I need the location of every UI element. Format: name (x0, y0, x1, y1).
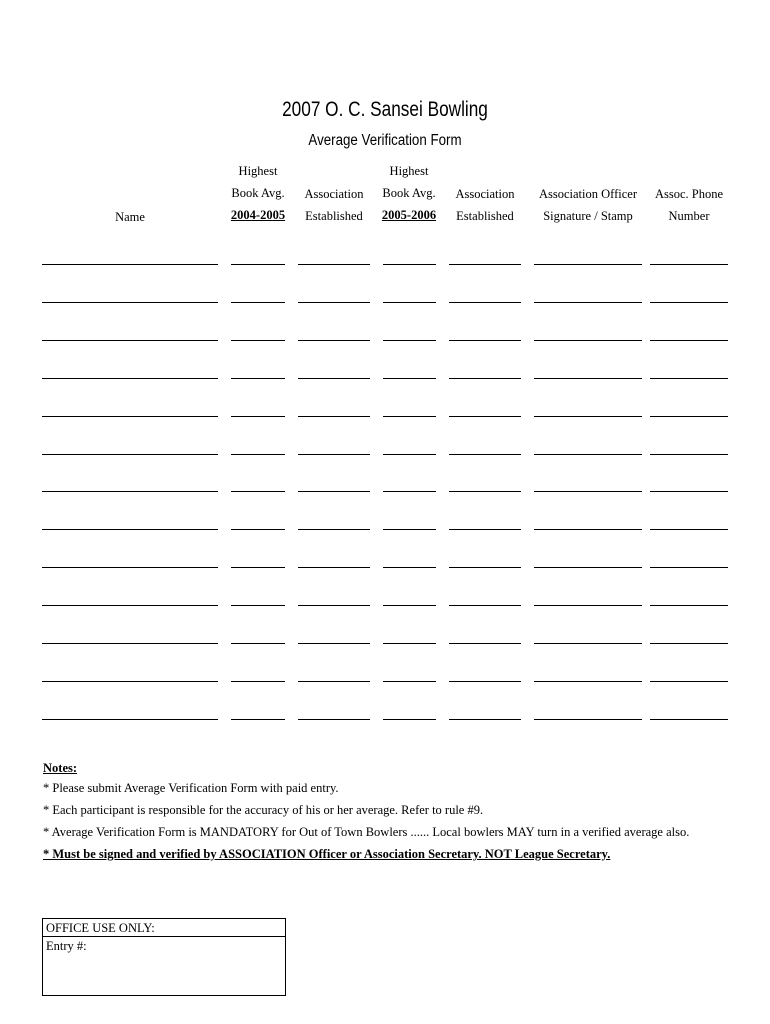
entry-line[interactable] (298, 340, 370, 341)
entry-line[interactable] (298, 454, 370, 455)
entry-line[interactable] (650, 643, 728, 644)
note-item-required: * Must be signed and verified by ASSOCIATION Officer or Association Secretary. NOT League Secretary. (43, 847, 611, 861)
entry-line[interactable] (298, 719, 370, 720)
entry-line[interactable] (650, 491, 728, 492)
header-name (42, 210, 218, 225)
office-use-label: OFFICE USE ONLY: (43, 919, 285, 937)
form-title: 2007 O. C. Sansei Bowling (282, 98, 488, 121)
entry-line[interactable] (231, 605, 285, 606)
entry-line[interactable] (42, 681, 218, 682)
entry-line[interactable] (231, 529, 285, 530)
entry-line[interactable] (383, 264, 436, 265)
entry-line[interactable] (42, 264, 218, 265)
entry-line[interactable] (298, 567, 370, 568)
entry-line[interactable] (231, 302, 285, 303)
entry-line[interactable] (534, 529, 642, 530)
entry-line[interactable] (231, 491, 285, 492)
header-avg-2004-2005 (222, 164, 294, 223)
entry-line[interactable] (650, 681, 728, 682)
entry-line[interactable] (383, 491, 436, 492)
entry-line[interactable] (449, 643, 521, 644)
entry-line[interactable] (650, 605, 728, 606)
entry-line[interactable] (650, 378, 728, 379)
header-association-2 (445, 187, 525, 224)
header-avg-2005-2006 (373, 164, 445, 223)
entry-line[interactable] (449, 302, 521, 303)
header-label: Signature / Stamp (543, 209, 633, 223)
entry-line[interactable] (534, 454, 642, 455)
entry-line[interactable] (650, 567, 728, 568)
header-officer-signature (528, 187, 648, 224)
entry-line[interactable] (231, 719, 285, 720)
entry-line[interactable] (42, 719, 218, 720)
entry-line[interactable] (42, 454, 218, 455)
entry-line[interactable] (383, 302, 436, 303)
entry-line[interactable] (231, 643, 285, 644)
entry-line[interactable] (42, 643, 218, 644)
entry-line[interactable] (298, 643, 370, 644)
entry-line[interactable] (298, 416, 370, 417)
entry-line[interactable] (231, 416, 285, 417)
notes-heading: Notes: (43, 761, 78, 775)
entry-line[interactable] (534, 681, 642, 682)
entry-line[interactable] (383, 529, 436, 530)
entry-line[interactable] (231, 378, 285, 379)
entry-line[interactable] (449, 719, 521, 720)
entry-line[interactable] (42, 302, 218, 303)
header-label: Highest (238, 164, 278, 178)
entry-line[interactable] (650, 264, 728, 265)
header-label: Book Avg. (231, 186, 285, 200)
entry-line[interactable] (449, 264, 521, 265)
entry-line[interactable] (42, 378, 218, 379)
entry-line[interactable] (534, 719, 642, 720)
entry-line[interactable] (231, 567, 285, 568)
header-label: Established (456, 209, 514, 223)
header-label: Established (305, 209, 363, 223)
form-subtitle: Average Verification Form (308, 132, 462, 149)
entry-line[interactable] (42, 567, 218, 568)
entry-line[interactable] (298, 378, 370, 379)
entry-line[interactable] (298, 491, 370, 492)
header-season: 2005-2006 (381, 208, 437, 222)
header-label: Highest (389, 164, 429, 178)
entry-line[interactable] (449, 491, 521, 492)
entry-line[interactable] (231, 264, 285, 265)
entry-line[interactable] (449, 416, 521, 417)
entry-line[interactable] (298, 681, 370, 682)
entry-line[interactable] (42, 605, 218, 606)
entry-line[interactable] (42, 491, 218, 492)
note-item: * Each participant is responsible for the accuracy of his or her average. Refer to rule #9. (43, 803, 484, 817)
entry-line[interactable] (383, 454, 436, 455)
entry-line[interactable] (650, 454, 728, 455)
header-name-label: Name (115, 210, 145, 224)
entry-line[interactable] (383, 416, 436, 417)
note-item: * Please submit Average Verification Form with paid entry. (43, 781, 339, 795)
entry-line[interactable] (231, 681, 285, 682)
entry-line[interactable] (650, 302, 728, 303)
entry-line[interactable] (449, 529, 521, 530)
entry-line[interactable] (383, 340, 436, 341)
entry-line[interactable] (298, 264, 370, 265)
entry-line[interactable] (231, 340, 285, 341)
note-item: * Average Verification Form is MANDATORY for Out of Town Bowlers ...... Local bowlers MAY turn in a verified average also. (43, 825, 690, 839)
entry-line[interactable] (42, 340, 218, 341)
entry-line[interactable] (383, 643, 436, 644)
entry-line[interactable] (449, 567, 521, 568)
entry-line[interactable] (534, 643, 642, 644)
header-label: Book Avg. (382, 186, 436, 200)
header-label: Association (455, 187, 515, 201)
entry-line[interactable] (650, 719, 728, 720)
entry-line[interactable] (534, 340, 642, 341)
entry-line[interactable] (298, 302, 370, 303)
entry-line[interactable] (534, 605, 642, 606)
entry-line[interactable] (449, 454, 521, 455)
header-label: Assoc. Phone (654, 187, 724, 201)
entry-line[interactable] (42, 529, 218, 530)
entry-line[interactable] (534, 302, 642, 303)
entry-line[interactable] (449, 681, 521, 682)
entry-line[interactable] (534, 491, 642, 492)
entry-line[interactable] (449, 340, 521, 341)
entry-line[interactable] (534, 264, 642, 265)
entry-line[interactable] (383, 719, 436, 720)
entry-line[interactable] (534, 416, 642, 417)
entry-line[interactable] (231, 454, 285, 455)
entry-number-label: Entry #: (46, 939, 87, 953)
header-label: Association (304, 187, 364, 201)
entry-line[interactable] (650, 529, 728, 530)
entry-line[interactable] (298, 605, 370, 606)
entry-line[interactable] (449, 605, 521, 606)
entry-line[interactable] (383, 378, 436, 379)
entry-line[interactable] (383, 567, 436, 568)
header-label: Number (668, 209, 710, 223)
entry-line[interactable] (534, 378, 642, 379)
header-phone (648, 187, 730, 224)
entry-line[interactable] (449, 378, 521, 379)
entry-line[interactable] (42, 416, 218, 417)
header-association-1 (294, 187, 374, 224)
entry-line[interactable] (383, 605, 436, 606)
entry-line[interactable] (650, 416, 728, 417)
entry-line[interactable] (534, 567, 642, 568)
header-label: Association Officer (538, 187, 637, 201)
header-season: 2004-2005 (230, 208, 286, 222)
entry-line[interactable] (650, 340, 728, 341)
entry-line[interactable] (298, 529, 370, 530)
entry-line[interactable] (383, 681, 436, 682)
office-use-box (42, 918, 286, 996)
